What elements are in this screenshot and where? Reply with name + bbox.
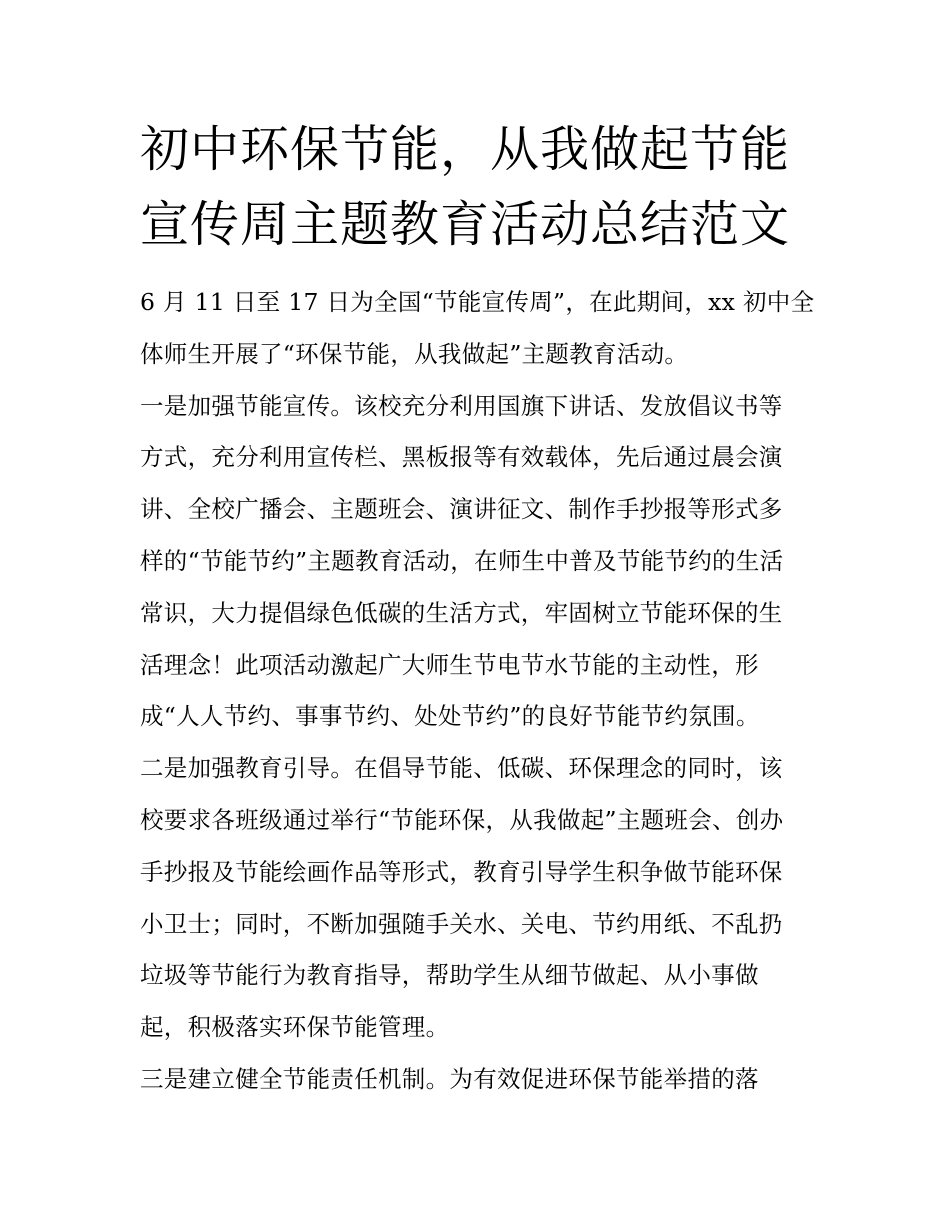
text-line: 垃圾等节能行为教育指导，帮助学生从细节做起、从小事做 <box>140 961 759 990</box>
paragraph-mechanism <box>140 1054 820 1106</box>
text-line: 活理念！此项活动激起广大师生节电节水节能的主动性，形 <box>140 650 759 679</box>
text-line: 小卫士；同时，不断加强随手关水、关电、节约用纸、不乱扔 <box>140 909 783 938</box>
title-line-1: 初中环保节能，从我做起节能 <box>140 121 791 178</box>
text-line: 方式，充分利用宣传栏、黑板报等有效载体，先后通过晨会演 <box>140 443 783 472</box>
text-line: 常识，大力提倡绿色低碳的生活方式，牢固树立节能环保的生 <box>140 598 783 627</box>
text-line: 起，积极落实环保节能管理。 <box>140 1013 450 1042</box>
text-line: 成“人人节约、事事节约、处处节约”的良好节能节约氛围。 <box>140 702 760 731</box>
title-line-2: 宣传周主题教育活动总结范文 <box>140 196 791 253</box>
text-line: 二是加强教育引导。在倡导节能、低碳、环保理念的同时，该 <box>140 754 783 783</box>
text-line: 体师生开展了“环保节能，从我做起”主题教育活动。 <box>140 339 689 368</box>
text-line: 三是建立健全节能责任机制。为有效促进环保节能举措的落 <box>140 1064 759 1093</box>
paragraph-education <box>140 743 820 1054</box>
text-line: 讲、全校广播会、主题班会、演讲征文、制作手抄报等形式多 <box>140 495 783 524</box>
document-body <box>140 277 820 1106</box>
text-line: 样的“节能节约”主题教育活动，在师生中普及节能节约的生活 <box>140 546 784 575</box>
text-line: 一是加强节能宣传。该校充分利用国旗下讲话、发放倡议书等 <box>140 391 783 420</box>
document-title <box>140 112 820 262</box>
text-line: 校要求各班级通过举行“节能环保，从我做起”主题班会、创办 <box>140 805 784 834</box>
text-line: 6 月 11 日至 17 日为全国“节能宣传周”，在此期间，xx 初中全 <box>140 288 815 316</box>
paragraph-intro <box>140 277 820 381</box>
paragraph-publicity <box>140 381 820 744</box>
text-line: 手抄报及节能绘画作品等形式，教育引导学生积争做节能环保 <box>140 857 783 886</box>
